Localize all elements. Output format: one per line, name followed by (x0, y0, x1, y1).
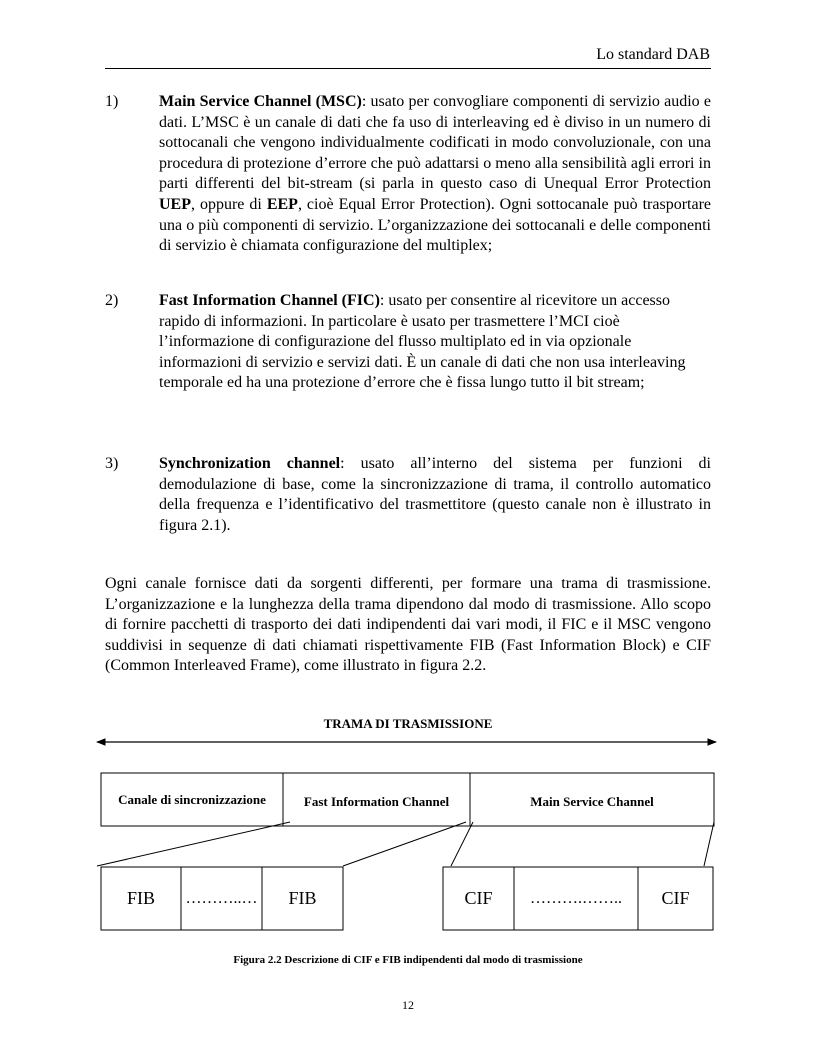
term-fic: Fast Information Channel (FIC) (159, 292, 380, 309)
fib-ellipsis: ………..… (185, 889, 258, 907)
text-segment: , cioè Equal Error Protection). Ogni sottocanale può trasportare una o più componenti di servizio. L’organizzazione dei sottocanali e delle componenti di servizio è chiamata configurazione del multiplex; (159, 195, 712, 255)
text-segment: : usato all’interno del sistema per funzioni di demodulazione di base, come la sincronizzazione di trama, il controllo automatico della frequenza e l’identificativo del trasmettitore (questo canale non è illustrato in figura 2.1). (159, 455, 712, 534)
list-number: 1) (105, 93, 119, 110)
connector-line (97, 822, 290, 866)
frame-cell-msc: Main Service Channel (530, 793, 654, 809)
page-number: 12 (402, 998, 414, 1012)
figure-title: TRAMA DI TRASMISSIONE (323, 716, 493, 731)
cif-cell: CIF (661, 888, 690, 908)
figure-caption: Figura 2.2 Descrizione di CIF e FIB indipendenti dal modo di trasmissione (233, 954, 583, 966)
cif-ellipsis: ……….…….. (530, 889, 622, 907)
list-number: 3) (105, 455, 119, 472)
term-eep: EEP (266, 195, 298, 213)
frame-cell-fic: Fast Information Channel (303, 793, 450, 809)
text-segment: : usato per convogliare componenti di servizio audio e dati. L’MSC è un canale di dati che fa uso di interleaving ed è diviso in un numero di sottocanali che vengono individualmente codificati in modo convoluzionale, con una procedura di protezione d’errore che può adattarsi o meno alla sensibilità agli errori in parti differenti del bit-stream (si parla in questo caso di Unequal Error Protection (159, 93, 712, 193)
fib-cell: FIB (288, 888, 317, 908)
term-sync: Synchronization channel (159, 455, 341, 472)
fib-cell: FIB (126, 888, 155, 908)
list-number: 2) (105, 292, 119, 309)
term-msc: Main Service Channel (MSC) (159, 93, 362, 110)
text-segment: : usato per consentire al ricevitore un accesso rapido di informazioni. In particolare è usato per trasmettere l’MCI cioè l’informazione di configurazione del flusso multiplato ed in via opzionale informazioni di servizio e servizi dati. È un canale di dati che non usa interleaving temporale ed ha una protezione d’errore che è fissa lungo tutto il bit stream; (159, 292, 686, 392)
running-header: Lo standard DAB (596, 46, 710, 63)
cif-cell: CIF (464, 888, 493, 908)
frame-cell-sync: Canale di sincronizzazione (118, 791, 266, 807)
term-uep: UEP (159, 195, 191, 213)
text-segment: , oppure di (191, 195, 267, 213)
body-paragraph: Ogni canale fornisce dati da sorgenti differenti, per formare una trama di trasmissione. L’organizzazione e la lunghezza della trama dipendono dal modo di trasmissione. Allo scopo di fornire pacchetti di trasporto dei dati indipendenti dai vari modi, il FIC e il MSC vengono suddivisi in sequenze di dati chiamati rispettivamente FIB (Fast Information Block) e CIF (Common Interleaved Frame), come illustrato in figura 2.2. (105, 575, 711, 675)
